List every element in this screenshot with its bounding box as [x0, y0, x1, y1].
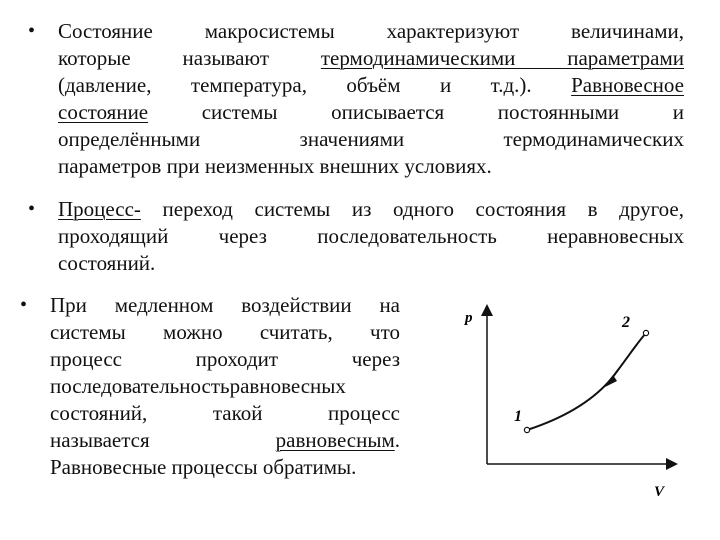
- start-point: [524, 427, 529, 432]
- text-fragment: последовательностьравновесных: [50, 374, 346, 398]
- text-fragment: .: [394, 428, 400, 452]
- end-point-label: 2: [622, 314, 630, 331]
- text-fragment: Состояние макросистемы характеризуют величинами,: [58, 19, 684, 43]
- bullet-text: [58, 196, 684, 277]
- bullet-state-definition: [28, 18, 685, 180]
- text-line: [50, 400, 400, 427]
- y-axis-label: p: [465, 310, 473, 326]
- bullet-process-definition: [28, 196, 684, 277]
- text-line: [58, 18, 684, 45]
- bullet-marker: •: [28, 20, 36, 42]
- text-line: [58, 153, 684, 180]
- text-line: [58, 223, 684, 250]
- bullet-equilibrium-process: [20, 292, 400, 481]
- text-line: [58, 250, 684, 277]
- underlined-term: состояние: [58, 100, 149, 124]
- x-axis-label: V: [654, 484, 665, 500]
- start-point-label: 1: [514, 408, 522, 425]
- text-line: [58, 99, 684, 126]
- text-fragment: определёнными значениями термодинамических: [58, 127, 684, 151]
- underlined-term: равновесным: [275, 428, 395, 452]
- underlined-term: Процесс-: [58, 197, 141, 221]
- text-fragment: проходящий через последовательность неравновесных: [58, 224, 684, 248]
- text-line: [50, 427, 400, 454]
- bullet-text: [58, 18, 684, 180]
- underlined-term: Равновесное: [571, 73, 684, 97]
- end-point: [643, 330, 648, 335]
- text-fragment: Равновесные процессы обратимы.: [50, 455, 357, 479]
- text-line: [50, 319, 400, 346]
- text-fragment: (давление, температура, объём и т.д.).: [58, 73, 572, 97]
- process-curve: [527, 333, 646, 430]
- text-line: [50, 373, 400, 400]
- pv-diagram: [440, 296, 700, 506]
- text-fragment: состояний.: [58, 251, 156, 275]
- text-line: [50, 292, 400, 319]
- text-fragment: переход системы из одного состояния в другое,: [140, 197, 684, 221]
- text-fragment: которые называют: [58, 46, 321, 70]
- process-direction-arrow: [603, 375, 617, 388]
- text-line: [58, 72, 684, 99]
- text-fragment: процесс проходит через: [50, 347, 400, 371]
- bullet-text: [50, 292, 400, 481]
- text-line: [50, 346, 400, 373]
- text-line: [58, 126, 684, 153]
- text-fragment: состояний, такой процесс: [50, 401, 400, 425]
- text-line: [50, 454, 400, 481]
- text-fragment: При медленном воздействии на: [50, 293, 400, 317]
- bullet-marker: •: [28, 198, 36, 220]
- text-fragment: параметров при неизменных внешних условиях.: [58, 154, 492, 178]
- text-fragment: называется: [50, 428, 276, 452]
- text-line: [58, 196, 684, 223]
- underlined-term: термодинамическими параметрами: [320, 46, 685, 70]
- bullet-marker: •: [20, 294, 28, 316]
- text-fragment: системы описывается постоянными и: [148, 100, 684, 124]
- text-fragment: системы можно считать, что: [50, 320, 400, 344]
- text-line: [58, 45, 684, 72]
